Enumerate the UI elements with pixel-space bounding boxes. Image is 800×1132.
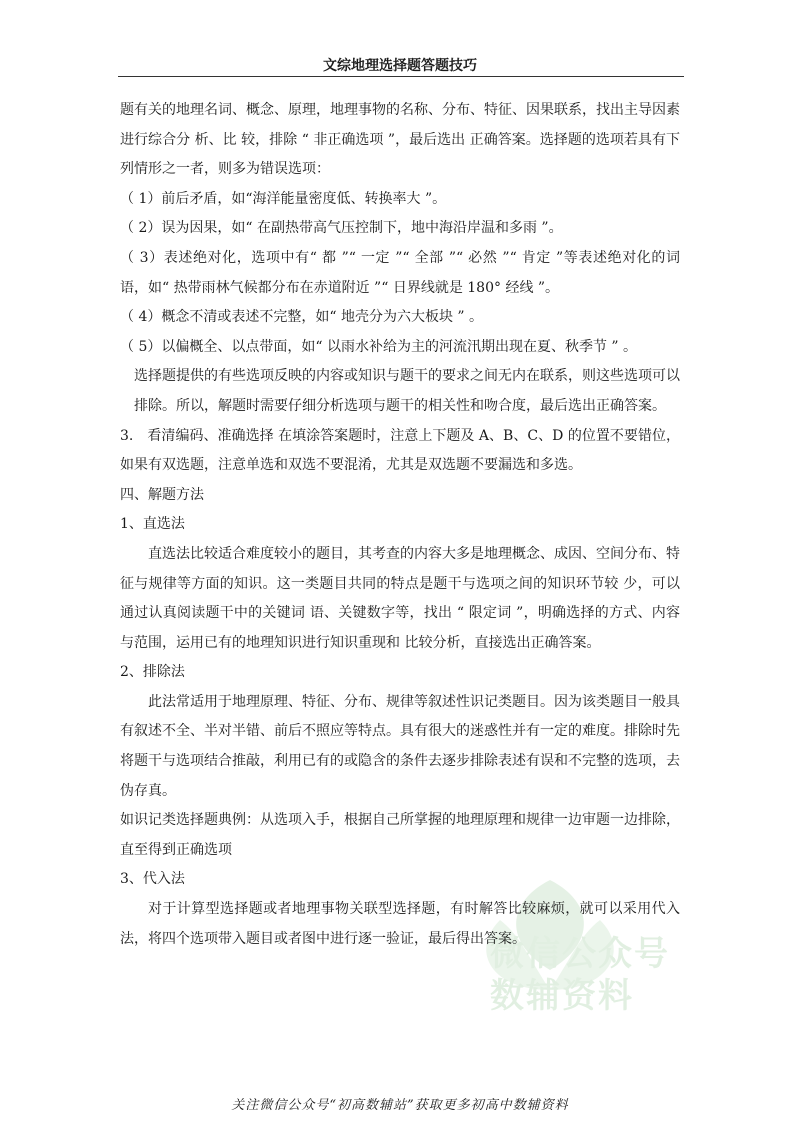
paragraph-example: 如识记类选择题典例：从选项入手，根据自己所掌握的地理原理和规律一边审题一边排除，直至得到正确选项 [120, 812, 680, 858]
list-item-1: （ 1）前后矛盾，如“海洋能量密度低、转换率大 ”。 [120, 190, 447, 207]
paragraph-elimination-method: 此法常适用于地理原理、特征、分布、规律等叙述性识记类题目。因为该类题目一般具有叙述不全、半对半错、前后不照应等特点。具有很大的迷惑性并有一定的难度。排除时先将题干与选项结合推敲，利用已有的或隐含的条件去逐步排除表述有误和不完整的选项，去伪存真。 [120, 693, 680, 799]
subheading-elimination-method: 2、排除法 [120, 664, 185, 681]
watermark-text-1: 微信公众号 [490, 934, 670, 974]
paragraph-direct-method: 直选法比较适合难度较小的题目，其考查的内容大多是地理概念、成因、空间分布、特征与规律等方面的知识。这一类题目共同的特点是题干与选项之间的知识环节较 少，可以通过认真阅读题干中的关键词 语、关键数字等，找出 “ 限定词 ”，明确选择的方式、内容与范围，运用已有的地理知识进行知识重现和 比较分析，直接选出正确答案。 [120, 545, 680, 651]
page-footer: 关注微信公众号“初高数辅站”获取更多初高中数辅资料 [231, 1098, 569, 1113]
document-body [120, 96, 680, 954]
list-item-2: （ 2）误为因果，如“ 在副热带高气压控制下，地中海沿岸温和多雨 ”。 [120, 220, 563, 237]
list-item-3: （ 3）表述绝对化，选项中有“ 都 ”“ 一定 ”“ 全部 ”“ 必然 ”“ 肯定 ”等表述绝对化的词语，如“ 热带雨林气候都分布在赤道附近 ”“ 日界线就是 180° 经线 ”。 [120, 249, 680, 296]
subheading-direct-method: 1、直选法 [120, 516, 185, 533]
subheading-substitution-method: 3、代入法 [120, 871, 185, 888]
paragraph-intro: 题有关的地理名词、概念、原理，地理事物的名称、分布、特征、因果联系，找出主导因素进行综合分 析、比 较，排除 “ 非正确选项 ”，最后选出 正确答案。选择题的选项若具有下列情形之一者，则多为错误选项： [120, 102, 680, 178]
paragraph-substitution-method: 对于计算型选择题或者地理事物关联型选择题，有时解答比较麻烦，就可以采用代入法，将四个选项带入题目或者图中进行逐一验证，最后得出答案。 [120, 901, 680, 947]
page-header-title: 文综地理选择题答题技巧 [323, 58, 477, 74]
section-heading-methods: 四、解题方法 [120, 486, 204, 503]
header-divider [118, 76, 684, 77]
list-item-4: （ 4）概念不清或表述不完整，如“ 地壳分为六大板块 ” 。 [120, 309, 484, 326]
paragraph-exclusion-note: 选择题提供的有些选项反映的内容或知识与题干的要求之间无内在联系，则这些选项可以排除。所以，解题时需要仔细分析选项与题干的相关性和吻合度，最后选出正确答案。 [134, 368, 680, 414]
paragraph-point-3: 3. 看清编码、准确选择 在填涂答案题时，注意上下题及 A、B、C、D 的位置不要错位，如果有双选题，注意单选和双选不要混淆，尤其是双选题不要漏选和多选。 [120, 427, 680, 474]
watermark-text-2: 数辅资料 [490, 976, 634, 1016]
list-item-5: （ 5）以偏概全、以点带面，如“ 以雨水补给为主的河流汛期出现在夏、秋季节 ” 。 [120, 338, 638, 355]
